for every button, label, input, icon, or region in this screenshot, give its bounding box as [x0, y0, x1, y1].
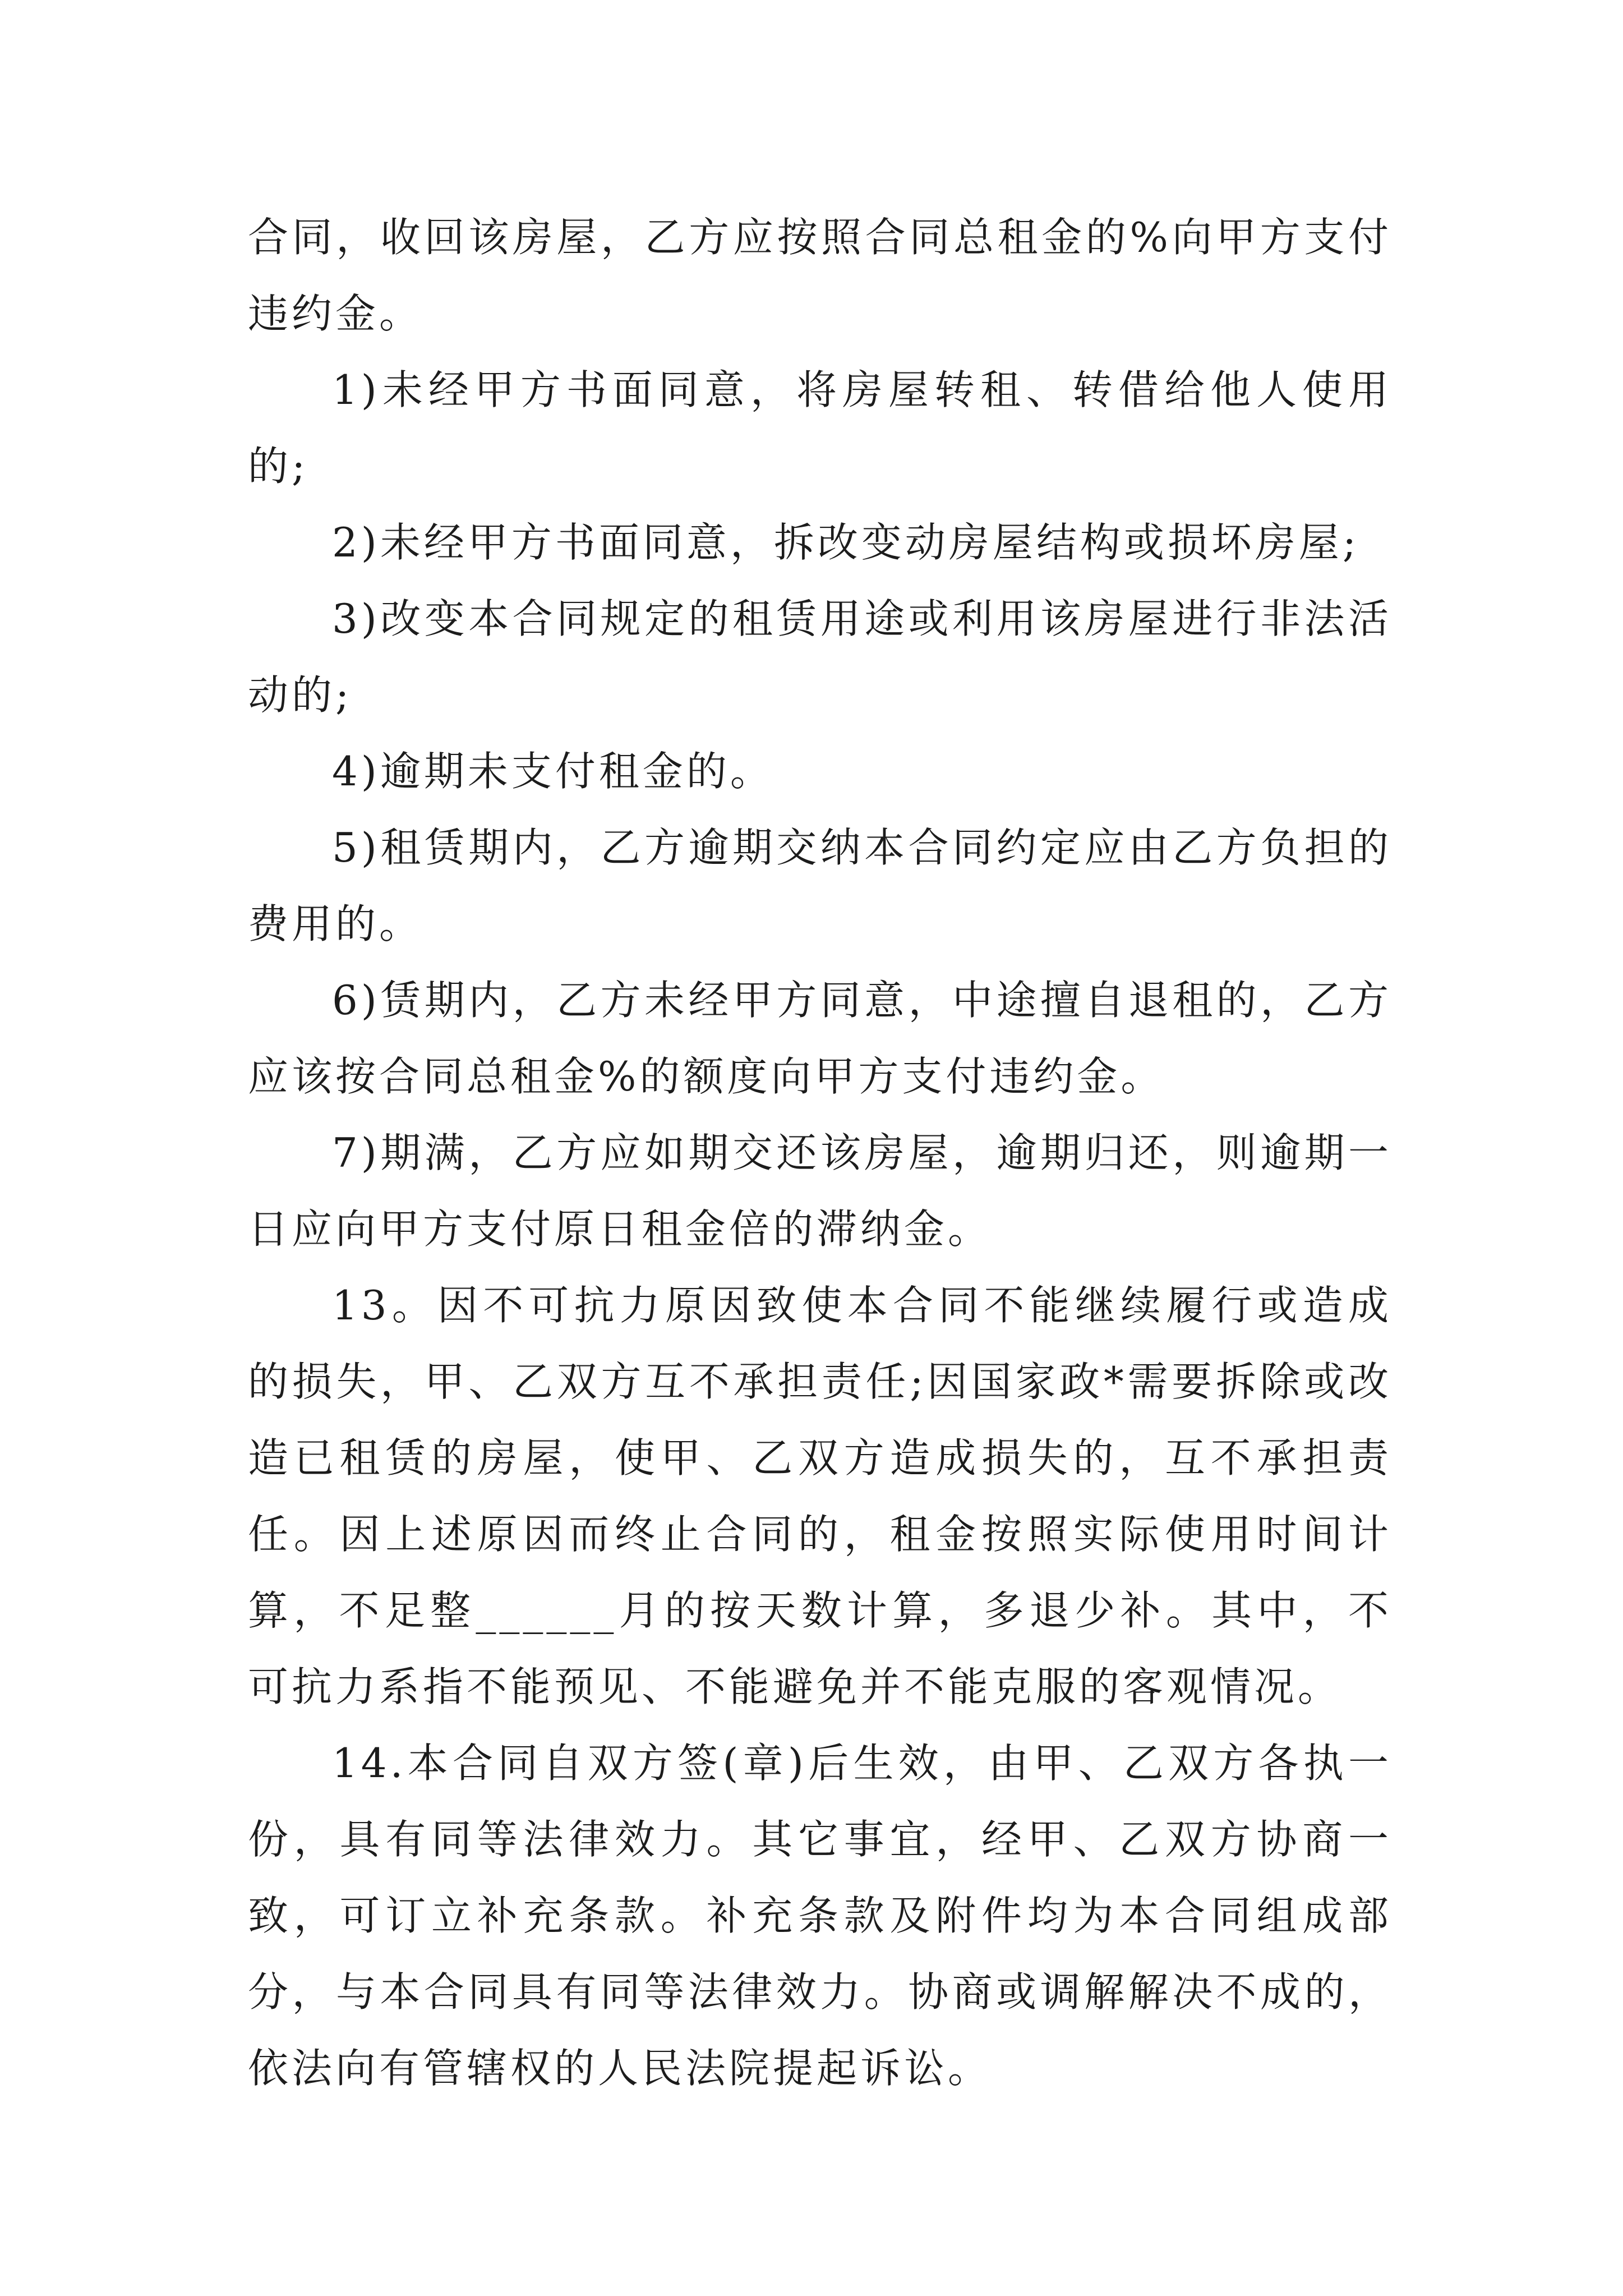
clause-4: 4)逾期未支付租金的。	[332, 748, 774, 795]
clause-2: 2)未经甲方书面同意，拆改变动房屋结构或损坏房屋;	[332, 519, 1360, 566]
article-13: 13。因不可抗力原因致使本合同不能继续履行或造成的损失，甲、乙双方互不承担责任;因国家政*需要拆除或改造已租赁的房屋，使甲、乙双方造成损失的，互不承担责任。因上述原因而终止合同的，租金按照实际使用时间计算，不足整______月的按天数计算，多退少补。其中，不可抗力系指不能预见、不能避免并不能克服的客观情况。	[248, 1282, 1392, 1710]
clause-6: 6)赁期内，乙方未经甲方同意，中途擅自退租的，乙方应该按合同总租金%的额度向甲方支付违约金。	[248, 977, 1392, 1100]
clause-5: 5)租赁期内，乙方逾期交纳本合同约定应由乙方负担的费用的。	[248, 824, 1392, 947]
contract-body	[248, 199, 1392, 2106]
paragraph-continuation: 合同，收回该房屋，乙方应按照合同总租金的%向甲方支付违约金。	[248, 214, 1392, 337]
article-14: 14.本合同自双方签(章)后生效，由甲、乙双方各执一份，具有同等法律效力。其它事宜，经甲、乙双方协商一致，可订立补充条款。补充条款及附件均为本合同组成部分，与本合同具有同等法律效力。协商或调解解决不成的，依法向有管辖权的人民法院提起诉讼。	[248, 1740, 1392, 2092]
clause-3: 3)改变本合同规定的租赁用途或利用该房屋进行非法活动的;	[248, 595, 1392, 719]
clause-7: 7)期满，乙方应如期交还该房屋，逾期归还，则逾期一日应向甲方支付原日租金倍的滞纳金。	[248, 1129, 1392, 1253]
clause-1: 1)未经甲方书面同意，将房屋转租、转借给他人使用的;	[248, 366, 1392, 490]
